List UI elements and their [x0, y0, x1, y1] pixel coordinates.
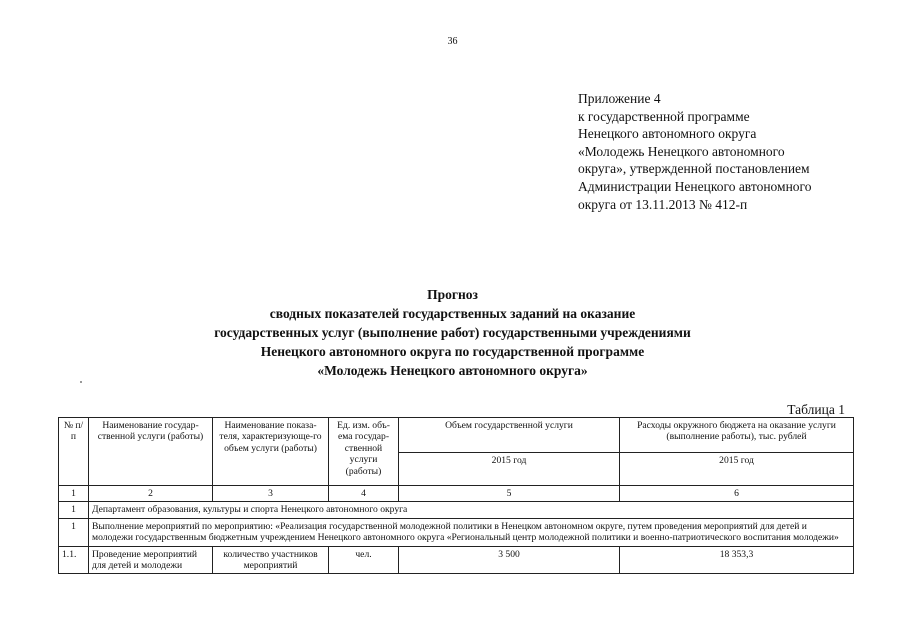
- header-unit: Ед. изм. объ-ема государ-ственной услуги (работы): [329, 418, 399, 486]
- column-number: 5: [399, 486, 620, 502]
- header-volume: Объем государственной услуги: [399, 418, 620, 453]
- title-line: Прогноз: [427, 287, 478, 302]
- header-indicator-name: Наименование показа-теля, характеризующе-го объем услуги (работы): [213, 418, 329, 486]
- department-row: [59, 502, 854, 518]
- table-caption: Таблица 1: [787, 402, 845, 417]
- header-service-name: Наименование государ-ственной услуги (работы): [89, 418, 213, 486]
- row-num: 1.1.: [59, 546, 89, 574]
- title-line: государственных услуг (выполнение работ) государственными учреждениями: [214, 325, 691, 340]
- column-number: 6: [620, 486, 854, 502]
- appendix-line: Ненецкого автономного округа: [578, 126, 757, 142]
- header-expenses-year: 2015 год: [620, 453, 854, 486]
- department-num: 1: [59, 502, 89, 518]
- appendix-line: округа от 13.11.2013 № 412-п: [578, 196, 748, 212]
- title-line: сводных показателей государственных заданий на оказание: [269, 306, 636, 321]
- column-number-row: [59, 486, 854, 502]
- table-header-row: [59, 418, 854, 453]
- column-number: 1: [59, 486, 89, 502]
- row-service: Проведение мероприятий для детей и молодежи: [89, 546, 213, 574]
- header-num: № п/п: [59, 418, 89, 486]
- document-title: [0, 285, 905, 380]
- column-number: 3: [213, 486, 329, 502]
- page-number: 36: [447, 36, 458, 47]
- scan-speck: [80, 381, 82, 383]
- table-row: [59, 546, 854, 574]
- activity-description: Выполнение мероприятий по мероприятию: «Реализация государственной молодежной политики в Ненецком автономном округе, путем проведения мероприятий для детей и молодежи государственным бюджетным учреждением Ненецкого автономного округа «Региональный центр молодежной политики и военно-патриотического воспитания молодежи»: [89, 518, 854, 546]
- appendix-line: «Молодежь Ненецкого автономного: [578, 143, 785, 159]
- header-expenses: Расходы окружного бюджета на оказание услуги (выполнение работы), тыс. рублей: [620, 418, 854, 453]
- appendix-line: к государственной программе: [578, 108, 750, 124]
- activity-row: [59, 518, 854, 546]
- row-unit: чел.: [329, 546, 399, 574]
- appendix-line: округа», утвержденной постановлением: [578, 161, 810, 177]
- title-line: «Молодежь Ненецкого автономного округа»: [317, 363, 588, 378]
- forecast-table: [58, 417, 854, 574]
- column-number: 2: [89, 486, 213, 502]
- column-number: 4: [329, 486, 399, 502]
- row-indicator: количество участников мероприятий: [213, 546, 329, 574]
- row-volume: 3 500: [399, 546, 620, 574]
- appendix-block: [578, 90, 878, 213]
- activity-num: 1: [59, 518, 89, 546]
- department-name: Департамент образования, культуры и спорта Ненецкого автономного округа: [89, 502, 854, 518]
- row-expenses: 18 353,3: [620, 546, 854, 574]
- appendix-line: Администрации Ненецкого автономного: [578, 178, 812, 194]
- title-line: Ненецкого автономного округа по государственной программе: [260, 344, 645, 359]
- appendix-line: Приложение 4: [578, 91, 661, 106]
- header-volume-year: 2015 год: [399, 453, 620, 486]
